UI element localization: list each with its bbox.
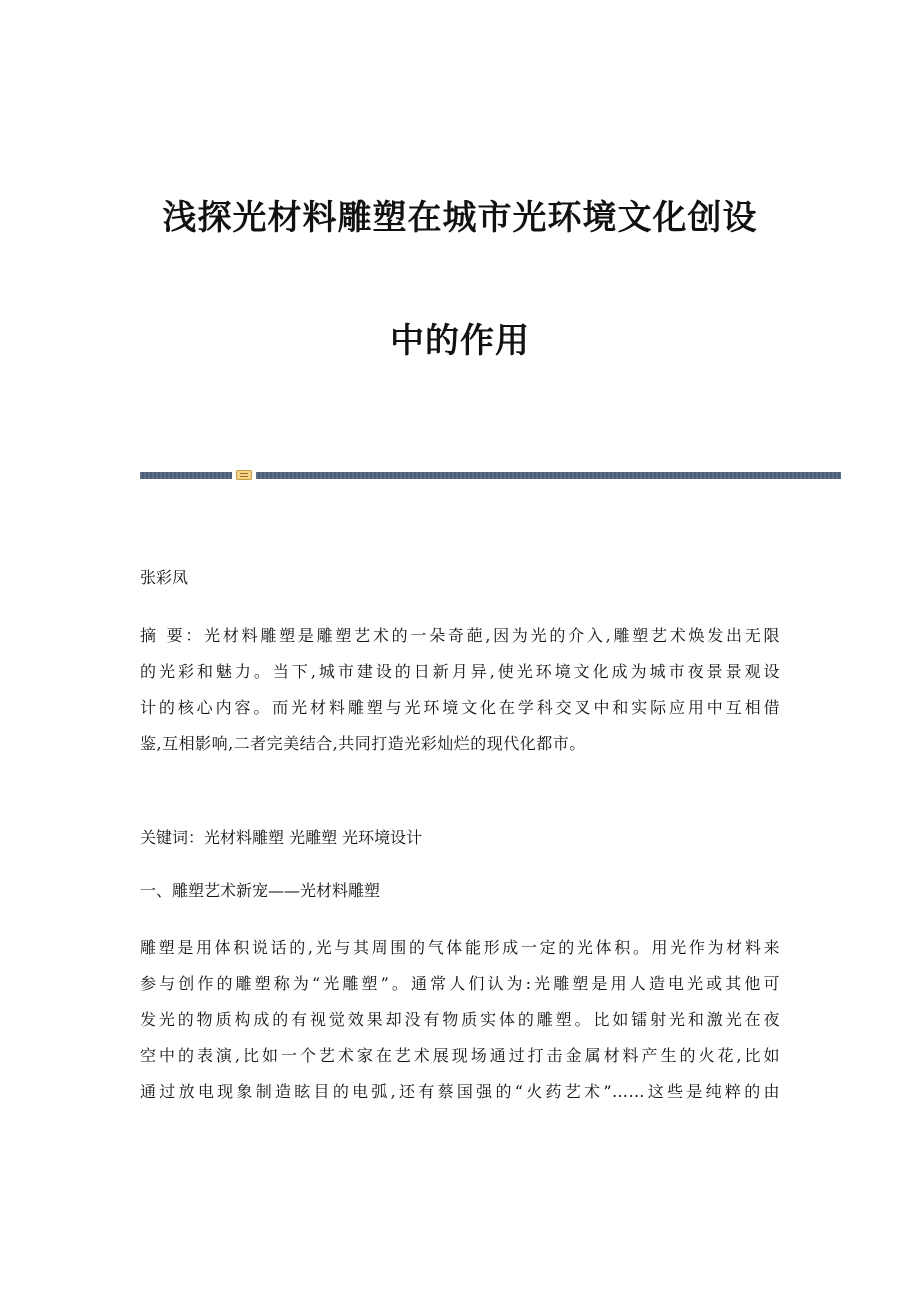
divider-bar-left: [140, 472, 232, 479]
document-title-line-1: 浅探光材料雕塑在城市光环境文化创设: [162, 198, 758, 238]
title-divider: [140, 470, 841, 480]
body-line: 通过放电现象制造眩目的电弧,还有蔡国强的“火药艺术”……这些是纯粹的由: [140, 1082, 780, 1101]
body-line: 空中的表演,比如一个艺术家在艺术展现场通过打击金属材料产生的火花,比如: [140, 1046, 780, 1065]
body-line: 参与创作的雕塑称为“光雕塑”。通常人们认为:光雕塑是用人造电光或其他可: [140, 974, 780, 993]
divider-bar-right: [256, 472, 841, 479]
abstract-paragraph: [140, 618, 780, 762]
author-name: 张彩凤: [140, 568, 189, 587]
body-line: 雕塑是用体积说话的,光与其周围的气体能形成一定的光体积。用光作为材料来: [140, 938, 780, 957]
divider-ornament-icon: [236, 470, 252, 480]
body-paragraph: [140, 930, 780, 1110]
section-heading: 一、雕塑艺术新宠——光材料雕塑: [140, 881, 381, 900]
abstract-line: 摘 要：光材料雕塑是雕塑艺术的一朵奇葩,因为光的介入,雕塑艺术焕发出无限: [140, 626, 780, 645]
keywords-line: 关键词：光材料雕塑 光雕塑 光环境设计: [140, 828, 423, 847]
body-line: 发光的物质构成的有视觉效果却没有物质实体的雕塑。比如镭射光和激光在夜: [140, 1010, 780, 1029]
abstract-line: 的光彩和魅力。当下,城市建设的日新月异,使光环境文化成为城市夜景景观设: [140, 662, 780, 681]
abstract-line: 鉴,互相影响,二者完美结合,共同打造光彩灿烂的现代化都市。: [140, 734, 586, 753]
document-title-line-2: 中的作用: [390, 321, 530, 361]
abstract-line: 计的核心内容。而光材料雕塑与光环境文化在学科交叉中和实际应用中互相借: [140, 698, 780, 717]
